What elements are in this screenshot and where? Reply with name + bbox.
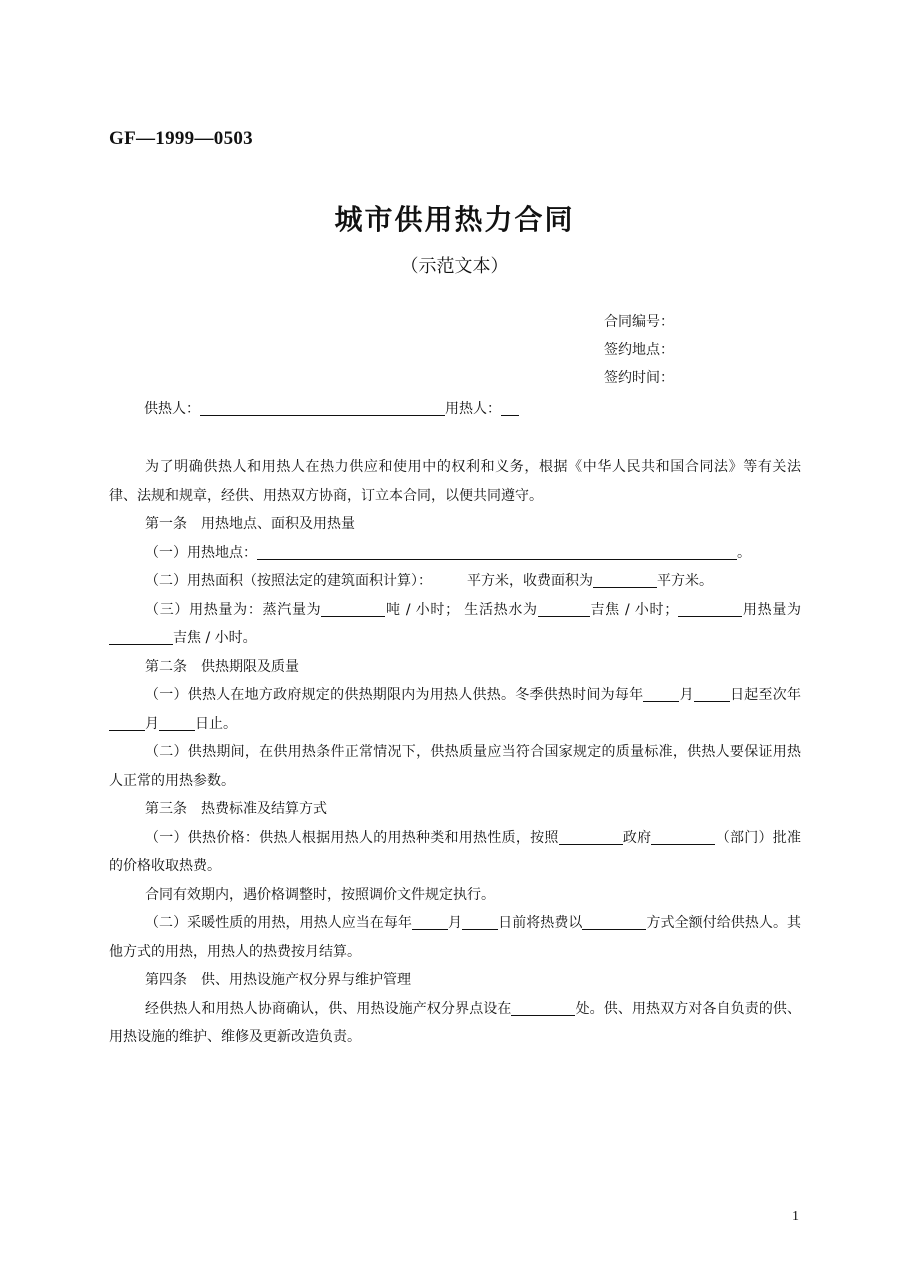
blank — [593, 571, 657, 588]
blank — [462, 913, 498, 930]
blank — [694, 685, 730, 702]
blank — [257, 543, 737, 560]
blank — [538, 600, 590, 617]
article-3-note: 合同有效期内，遇价格调整时，按照调价文件规定执行。 — [145, 886, 495, 903]
supplier-blank — [200, 399, 445, 416]
article-2-item-1: （一）供热人在地方政府规定的供热期限内为用热人供热。冬季供热时间为每年 月 日起至次年月 日止。 — [109, 681, 801, 738]
blank — [109, 628, 173, 645]
article-4-item-1: 经供热人和用热人协商确认，供、用热设施产权分界点设在 处。供、用热双方对各自负责的供、用热设施的维护、维修及更新改造负责。 — [109, 1000, 802, 1045]
page-subtitle: （示范文本） — [400, 256, 509, 277]
blank — [559, 828, 623, 845]
page-number: 1 — [792, 1209, 799, 1224]
article-1-item-2: （二）用热面积（按照法定的建筑面积计算）： 平方米，收费面积为 平方米。 — [145, 573, 713, 589]
article-1-item-3: （三）用热量为：蒸汽量为 吨 / 小时； 生活热水为 吉焦 / 小时； 用热量为吉焦 / 小时。 — [109, 596, 801, 653]
article-3-heading: 第三条 热费标准及结算方式 — [145, 801, 327, 817]
page-title: 城市供用热力合同 — [334, 203, 575, 236]
article-3-item-1: （一）供热价格：供热人根据用热人的用热种类和用热性质，按照 政府 （部门）批准的价格收取热费。 — [109, 829, 802, 874]
blank — [321, 600, 385, 617]
user-blank — [501, 399, 519, 416]
parties-line — [144, 398, 519, 418]
blank — [582, 913, 646, 930]
article-2-heading: 第二条 供热期限及质量 — [145, 658, 299, 675]
article-1-item-1: （一）用热地点： 。 — [145, 544, 751, 561]
blank — [159, 714, 195, 731]
blank — [651, 828, 715, 845]
blank — [678, 600, 742, 617]
contract-code: GF—1999—0503 — [109, 128, 253, 149]
article-4-heading: 第四条 供、用热设施产权分界与维护管理 — [145, 972, 411, 988]
blank — [511, 999, 575, 1016]
blank — [412, 913, 448, 930]
contract-number-label: 合同编号： — [604, 314, 674, 330]
contract-body — [109, 453, 801, 1052]
article-3-item-2: （二）采暖性质的用热，用热人应当在每年 月 日前将热费以 方式全额付给供热人。其他方式的用热，用热人的热费按月结算。 — [109, 915, 802, 960]
sign-time-label: 签约时间： — [604, 370, 674, 386]
blank — [643, 685, 679, 702]
article-1-heading: 第一条 用热地点、面积及用热量 — [145, 516, 355, 532]
intro-paragraph: 为了明确供热人和用热人在热力供应和使用中的权利和义务，根据《中华人民共和国合同法》等有关法律、法规和规章，经供、用热双方协商，订立本合同，以便共同遵守。 — [109, 459, 801, 504]
supplier-label: 供热人： — [144, 401, 200, 417]
sign-place-label: 签约地点： — [604, 342, 674, 358]
blank — [109, 714, 145, 731]
article-2-item-2: （二）供热期间，在供用热条件正常情况下，供热质量应当符合国家规定的质量标准，供热人要保证用热人正常的用热参数。 — [109, 744, 801, 789]
user-label: 用热人： — [445, 401, 501, 417]
